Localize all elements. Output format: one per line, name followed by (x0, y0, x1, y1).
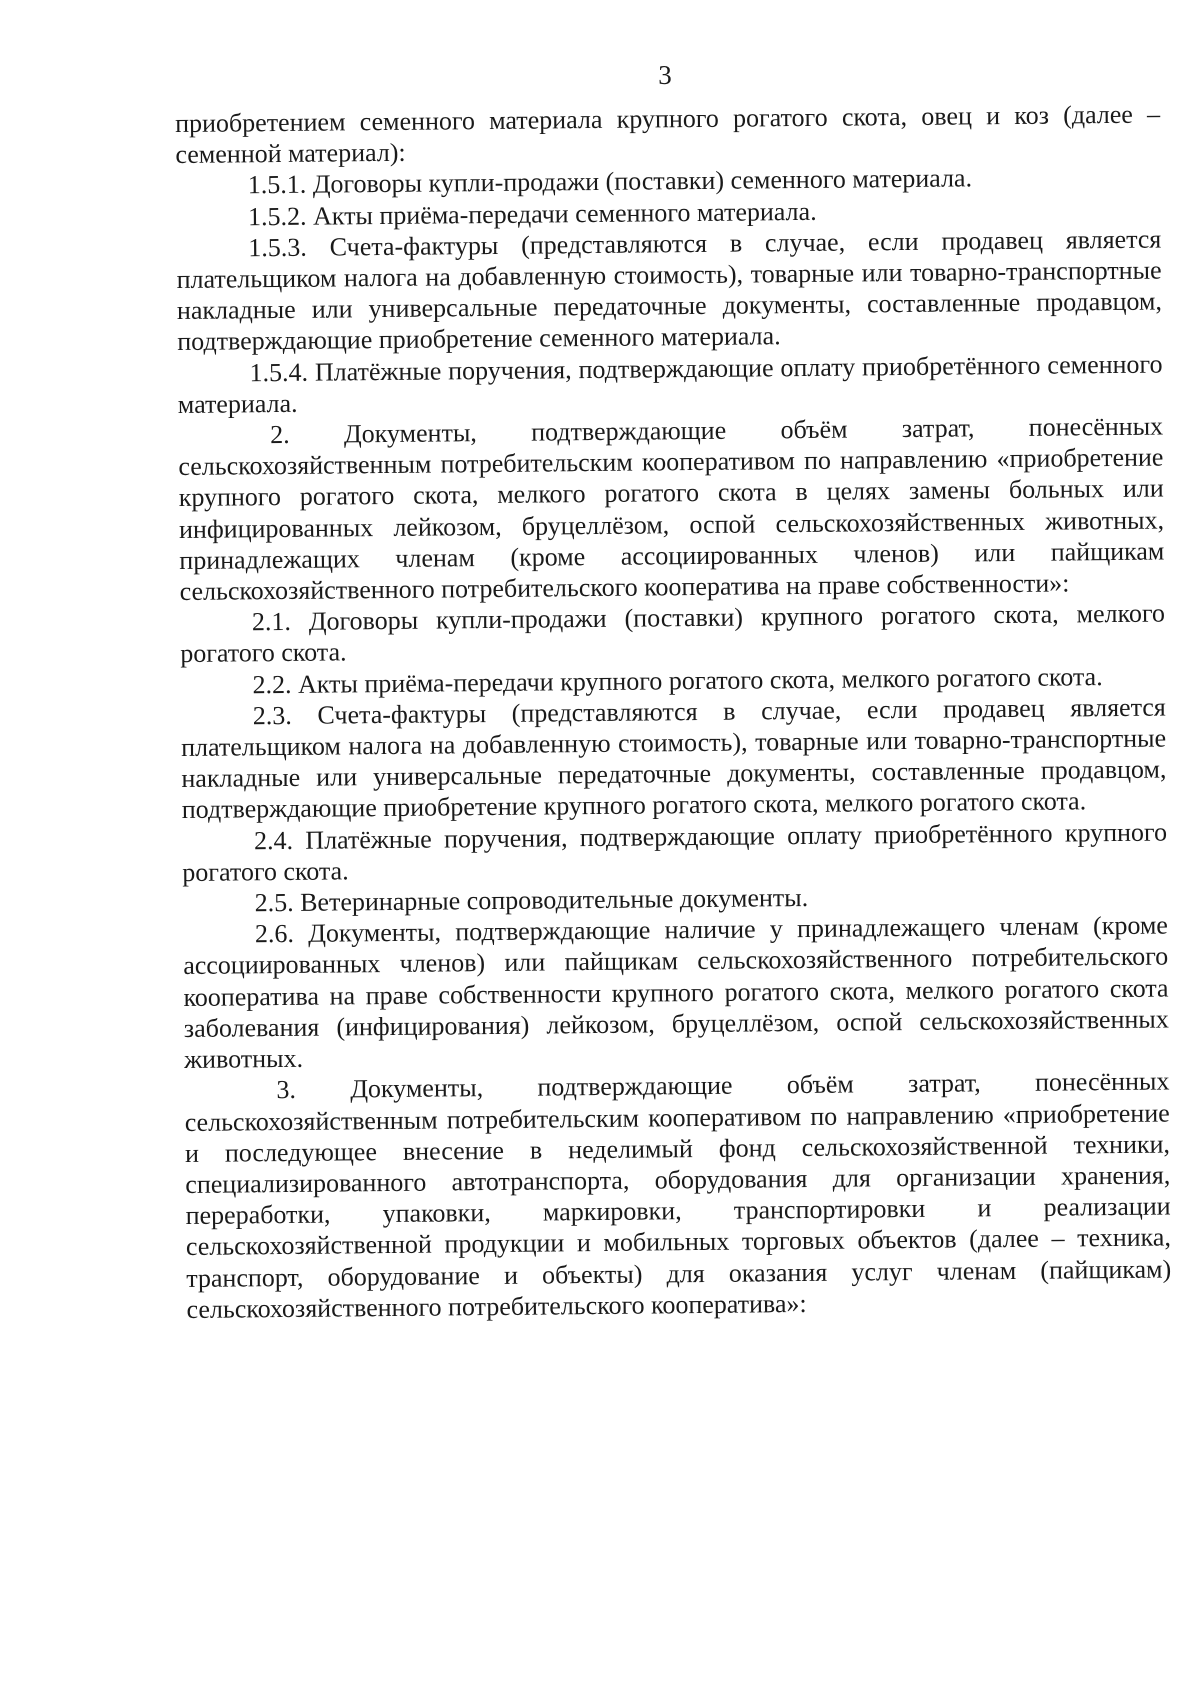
paragraph-1-5-3: 1.5.3. Счета-фактуры (представляются в случае, если продавец является плательщиком налога на добавленную стоимость), товарные или товарно-транспортные накладные или универсальные передаточные документы, составленные продавцом, подтверждающие приобретение семенного материала. (176, 224, 1163, 357)
paragraph-2-4: 2.4. Платёжные поручения, подтверждающие оплату приобретённого крупного рогатого скота. (182, 817, 1168, 887)
paragraph-2-2: 2.2. Акты приёма-передачи крупного рогатого скота, мелкого рогатого скота. (252, 661, 1103, 699)
document-body (175, 99, 1172, 1325)
paragraph-2-3: 2.3. Счета-фактуры (представляются в случае, если продавец является плательщиком налога на добавленную стоимость), товарные или товарно-транспортные накладные или универсальные передаточные документы, составленные продавцом, подтверждающие приобретение крупного рогатого скота, мелкого рогатого скота. (181, 692, 1167, 825)
paragraph-1-5-4: 1.5.4. Платёжные поручения, подтверждающие оплату приобретённого семенного материала. (177, 349, 1163, 419)
paragraph-intro-continuation: приобретением семенного материала крупного рогатого скота, овец и коз (далее – семенной материал): (175, 99, 1161, 170)
paragraph-2-6: 2.6. Документы, подтверждающие наличие у принадлежащего членам (кроме ассоциированных членов) или пайщикам сельскохозяйственного потребительского кооператива на праве собственности крупного рогатого скота, мелкого рогатого скота заболевания (инфицирования) лейкозом, бруцеллёзом, оспой сельскохозяйственных животных. (183, 910, 1169, 1075)
paragraph-2: 2. Документы, подтверждающие объём затрат, понесённых сельскохозяйственным потребительским кооперативом по направлению «приобретение крупного рогатого скота, мелкого рогатого скота в целях замены больных или инфицированных лейкозом, бруцеллёзом, оспой сельскохозяйственных животных, принадлежащих членам (кроме ассоциированных членов) или пайщикам сельскохозяйственного потребительского кооператива на праве собственности»: (178, 411, 1165, 607)
paragraph-3: 3. Документы, подтверждающие объём затрат, понесённых сельскохозяйственным потребительским кооперативом по направлению «приобретение и последующее внесение в неделимый фонд сельскохозяйственной техники, специализированного автотранспорта, оборудования для организации хранения, переработки, упаковки, маркировки, транспортировки и реализации сельскохозяйственной продукции и мобильных торговых объектов (далее – техника, транспорт, оборудование и объекты) для оказания услуг членам (пайщикам) сельскохозяйственного потребительского кооператива»: (184, 1066, 1172, 1324)
paragraph-2-5: 2.5. Ветеринарные сопроводительные документы. (254, 883, 809, 918)
page-number: 3 (658, 60, 672, 90)
paragraph-1-5-2: 1.5.2. Акты приёма-передачи семенного материала. (247, 196, 817, 231)
paragraph-1-5-1: 1.5.1. Договоры купли-продажи (поставки) семенного материала. (247, 163, 973, 200)
paragraph-2-1: 2.1. Договоры купли-продажи (поставки) крупного рогатого скота, мелкого рогатого скота. (180, 598, 1166, 669)
